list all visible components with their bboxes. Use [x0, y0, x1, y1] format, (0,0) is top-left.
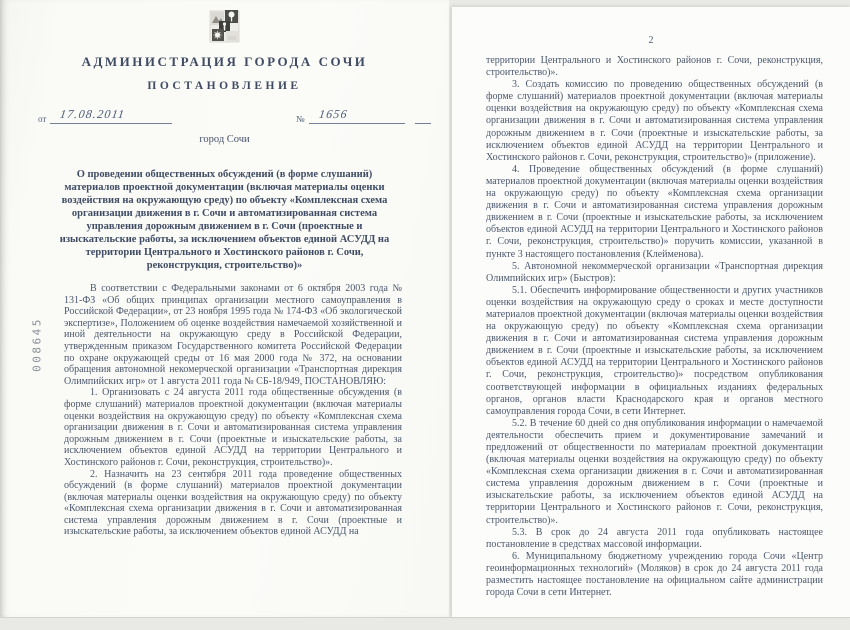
- page-1-body: [64, 283, 402, 538]
- requisites-row: [0, 107, 449, 127]
- handwritten-number: 1656: [317, 107, 349, 121]
- city-line: город Сочи: [199, 134, 250, 145]
- page-2-body: [486, 55, 823, 599]
- body-paragraph: 3. Создать комиссию по проведению общественных обсуждений (в форме слушаний) материалов проектной документации (включая материалы оценки воздействия на окружающую среду) по объекту «Комплексная схема организации движения в г. Сочи и автоматизированная система управления дорожным движением в г. Сочи (проектные и изыскательские работы, за исключением объектов единой АСУДД на территории Центрального и Хостинского районов г. Сочи, реконструкция, строительство)» (приложение).: [486, 79, 823, 163]
- body-paragraph: 6. Муниципальному бюджетному учреждению города Сочи «Центр геоинформационных технологий» (Моляков) в срок до 24 августа 2011 года разместить настоящее постановление на официальном сайте администрации города Сочи в сети Интернет.: [486, 550, 823, 599]
- date-label: от: [38, 114, 47, 124]
- body-paragraph: 5.2. В течение 60 дней со дня опубликования информации о намечаемой деятельности обеспечить прием и документирование замечаний и предложений от общественности по материалам проектной документации (включая материалы оценки воздействия на окружающую среду) по объекту «Комплексная схема организации движения в г. Сочи и автоматизированная система управления дорожным движением в г. Сочи (проектные и изыскательские работы, за исключением объектов единой АСУДД на территории Центрального и Хостинского районов г. Сочи, реконструкция, строительство)».: [486, 417, 823, 526]
- number-field: [296, 107, 431, 124]
- page-number: 2: [648, 35, 654, 46]
- date-field: [38, 107, 172, 124]
- body-paragraph: 5. Автономной некоммерческой организации «Транспортная дирекция Олимпийских игр» (Быстров):: [486, 260, 823, 284]
- body-paragraph: 5.1. Обеспечить информирование общественности и других участников оценки воздействия на окружающую среду о сроках и месте доступности материалов проектной документации (включая материалы оценки воздействия на окружающую среду) по объекту «Комплексная схема организации движения в г. Сочи и автоматизированная система управления дорожным движением в г. Сочи (проектные и изыскательские работы, за исключением объектов единой АСУДД на территории Центрального и Хостинского районов г. Сочи, реконструкция, строительство)» посредством опубликования соответствующей информации в официальных изданиях федеральных органов, органов власти Краснодарского края и органов местного самоуправления города Сочи, в сети Интернет.: [486, 284, 823, 417]
- document-title: О проведении общественных обсуждений (в форме слушаний) материалов проектной документации (включая материалы оценки воздействия на окружающую среду) по объекту «Комплексная схема организации движения в г. Сочи и автоматизированная система управления дорожным движением в г. Сочи (проектные и изыскательские работы, за исключением объектов единой АСУДД на территории Центрального и Хостинского районов г. Сочи, реконструкция, строительство)»: [59, 169, 390, 271]
- body-paragraph-continuation: территории Центрального и Хостинского районов г. Сочи, реконструкция, строительство)».: [486, 55, 823, 79]
- document-page-2: [452, 7, 850, 617]
- number-label: №: [296, 114, 305, 124]
- body-paragraph: 4. Проведение общественных обсуждений (в форме слушаний) материалов проектной документации (включая материалы оценки воздействия на окружающую среду) по объекту «Комплексная схема организации движения в г. Сочи и автоматизированная система управления дорожным движением в г. Сочи (проектные и изыскательские работы, за исключением объектов единой АСУДД на территории Центрального и Хостинского районов г. Сочи, реконструкция, строительство)» поручить комиссии, указанной в пункте 3 настоящего постановления (Клейменова).: [486, 163, 823, 260]
- organization-name: АДМИНИСТРАЦИЯ ГОРОДА СОЧИ: [81, 54, 368, 69]
- body-paragraph: 5.3. В срок до 24 августа 2011 года опубликовать настоящее постановление в средствах массовой информации.: [486, 526, 823, 550]
- handwritten-date: 17.08.2011: [59, 107, 127, 121]
- registration-stamp-number: 008645: [30, 317, 44, 372]
- body-paragraph: 1. Организовать с 24 августа 2011 года общественные обсуждения (в форме слушаний) материалов проектной документации (включая материалы оценки воздействия на окружающую среду) по объекту «Комплексная схема организации движения в г. Сочи и автоматизированная система управления дорожным движением в г. Сочи (проектные и изыскательские работы, за исключением объектов единой АСУДД на территории Центрального и Хостинского районов г. Сочи, реконструкция, строительство)».: [64, 387, 402, 468]
- document-type-heading: ПОСТАНОВЛЕНИЕ: [147, 80, 302, 92]
- body-paragraph: В соответствии с Федеральными законами от 6 октября 2003 года № 131-ФЗ «Об общих принципах организации местного самоуправления в Российской Федерации», от 23 ноября 1995 года № 174-ФЗ «Об экологической экспертизе», Положением об оценке воздействия намечаемой хозяйственной и иной деятельности на окружающую среду в Российской Федерации, утвержденным приказом Государственного комитета Российской Федерации по охране окружающей среды от 16 мая 2000 года № 372, на основании обращения автономной некомерческой организации «Транспортная дирекция Олимпийских игр» от 1 августа 2011 года № СБ-18/949, ПОСТАНОВЛЯЮ:: [64, 283, 402, 387]
- scan-bottom-edge: [0, 617, 850, 618]
- sochi-coat-of-arms-icon: [207, 8, 243, 46]
- body-paragraph: 2. Назначить на 23 сентября 2011 года проведение общественных обсуждений (в форме слушаний) материалов проектной документации (включая материалы оценки воздействия на окружающую среду) по объекту «Комплексная схема организации движения в г. Сочи и автоматизированная система управления дорожным движением в г. Сочи (проектные и изыскательские работы, за исключением объектов единой АСУДД на: [64, 468, 402, 538]
